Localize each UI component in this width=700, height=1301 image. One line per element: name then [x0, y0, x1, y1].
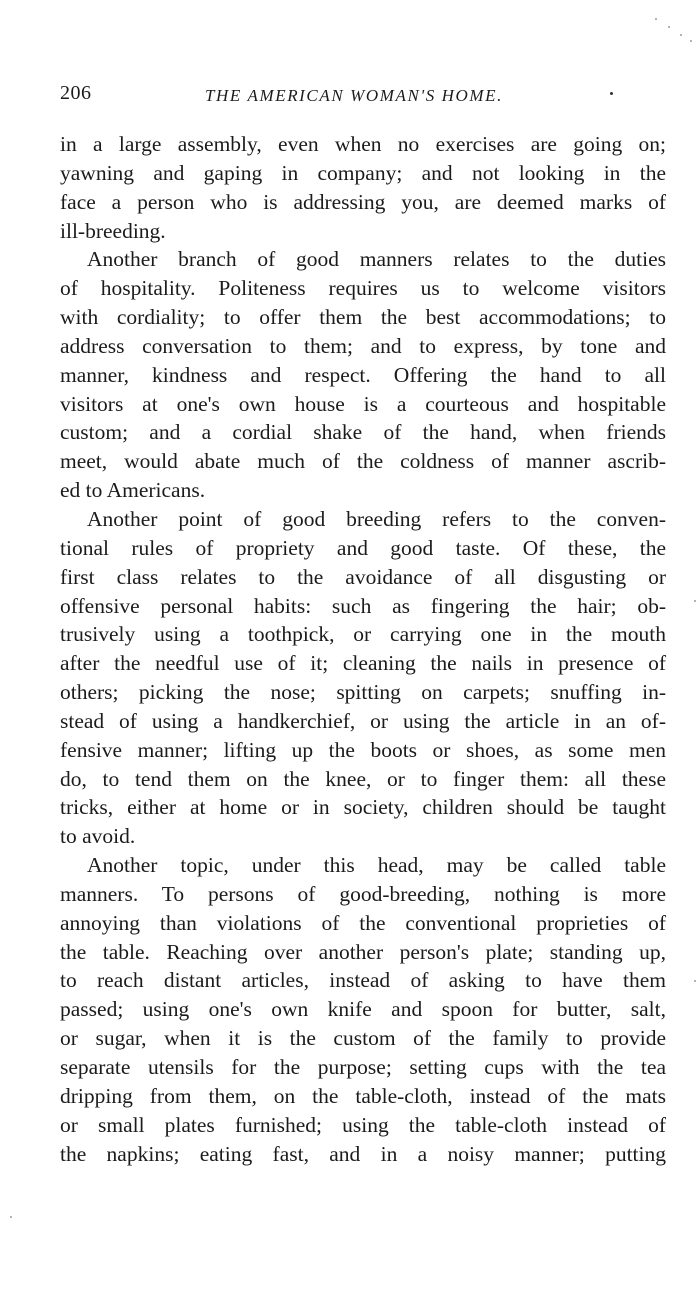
- text-line: meet, would abate much of the coldness of manner ascrib-: [60, 449, 666, 474]
- print-mark: [610, 92, 613, 95]
- text-line: Another point of good breeding refers to the conven-: [87, 506, 666, 531]
- text-line: the napkins; eating fast, and in a noisy manner; putting: [60, 1141, 666, 1166]
- text-line: to reach distant articles, instead of asking to have them: [60, 968, 666, 993]
- body-text: [60, 130, 666, 1168]
- text-line: offensive personal habits: such as fingering the hair; ob-: [60, 593, 666, 618]
- paragraph: [60, 505, 666, 851]
- text-line: passed; using one's own knife and spoon for butter, salt,: [60, 997, 666, 1022]
- paragraph: [60, 130, 666, 245]
- scan-speck: [680, 34, 682, 36]
- text-line: with cordiality; to offer them the best accommodations; to: [60, 305, 666, 330]
- text-line: custom; and a cordial shake of the hand, when friends: [60, 420, 666, 445]
- text-line: fensive manner; lifting up the boots or shoes, as some men: [60, 737, 666, 762]
- scan-speck: [10, 1216, 12, 1218]
- text-line: tricks, either at home or in society, children should be taught: [60, 795, 666, 820]
- text-line: Another branch of good manners relates to the duties: [87, 247, 666, 272]
- text-line: after the needful use of it; cleaning the nails in presence of: [60, 651, 666, 676]
- text-line: annoying than violations of the conventional proprieties of: [60, 910, 666, 935]
- text-line: the table. Reaching over another person's plate; standing up,: [60, 939, 666, 964]
- text-line: tional rules of propriety and good taste. Of these, the: [60, 535, 666, 560]
- page-number: 206: [60, 82, 92, 104]
- text-line: separate utensils for the purpose; setting cups with the tea: [60, 1055, 666, 1079]
- scan-speck: [694, 980, 696, 982]
- text-line: manner, kindness and respect. Offering the hand to all: [60, 362, 666, 387]
- text-line: ill-breeding.: [60, 218, 166, 243]
- paragraph: [60, 245, 666, 505]
- text-line: in a large assembly, even when no exercises are going on;: [60, 132, 666, 156]
- text-line: face a person who is addressing you, are deemed marks of: [60, 189, 666, 214]
- scan-speck: [690, 40, 692, 42]
- text-line: trusively using a toothpick, or carrying one in the mouth: [60, 622, 666, 647]
- text-line: visitors at one's own house is a courteous and hospitable: [60, 391, 666, 416]
- text-line: yawning and gaping in company; and not looking in the: [60, 160, 666, 185]
- text-line: Another topic, under this head, may be called table: [87, 853, 666, 878]
- text-line: ed to Americans.: [60, 478, 206, 503]
- text-line: first class relates to the avoidance of all disgusting or: [60, 564, 666, 589]
- text-line: to avoid.: [60, 824, 136, 849]
- text-line: manners. To persons of good-breeding, nothing is more: [60, 881, 666, 906]
- running-title: THE AMERICAN WOMAN'S HOME.: [205, 86, 504, 105]
- text-line: dripping from them, on the table-cloth, instead of the mats: [60, 1083, 666, 1108]
- scan-speck: [668, 26, 670, 28]
- text-line: or sugar, when it is the custom of the family to provide: [60, 1026, 666, 1051]
- text-line: of hospitality. Politeness requires us to welcome visitors: [60, 276, 666, 301]
- text-line: stead of using a handkerchief, or using the article in an of-: [60, 708, 666, 733]
- text-line: others; picking the nose; spitting on carpets; snuffing in-: [60, 680, 666, 705]
- text-line: or small plates furnished; using the table-cloth instead of: [60, 1112, 666, 1137]
- text-line: do, to tend them on the knee, or to finger them: all these: [60, 766, 666, 791]
- text-line: address conversation to them; and to express, by tone and: [60, 333, 666, 358]
- paragraph: [60, 851, 666, 1168]
- scan-speck: [694, 600, 696, 602]
- scan-speck: [655, 18, 657, 20]
